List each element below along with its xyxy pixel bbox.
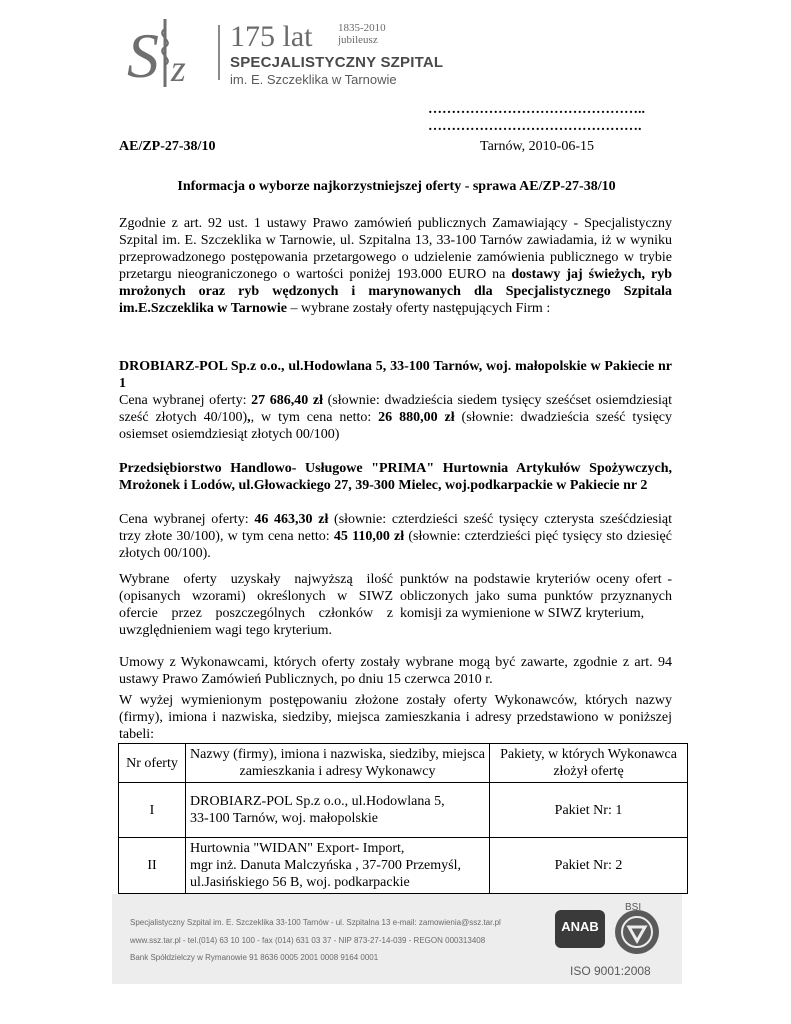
winner-1-price: Cena wybranej oferty: 27 686,40 zł (słownie: dwadzieścia siedem tysięcy sześćset osiemdziesiąt sześć złotych 40/100),, w tym cena netto: 26 880,00 zł (słownie: dwadzieścia sześć tysięcy osiemset osiemdziesiąt złotych 00/100) (119, 393, 672, 442)
svg-text:S: S (127, 20, 159, 90)
addressee-line-1: ……………………………………….. (428, 102, 645, 117)
offer-number: I (119, 783, 186, 838)
document-title: Informacja o wyborze najkorzystniejszej oferty - sprawa AE/ZP-27-38/10 (177, 179, 616, 194)
contracts-paragraph: Umowy z Wykonawcami, których oferty zostały wybrane mogą być zawarte, zgodnie z art. 94 ustawy Prawo Zamówień Publicznych, po dniu 15 czerwca 2010 r. (119, 655, 672, 687)
winner-2-heading: Przedsiębiorstwo Handlowo- Usługowe "PRIMA" Hurtownia Artykułów Spożywczych, Mrożonek i Lodów, ul.Głowackiego 27, 39-300 Mielec, woj.podkarpackie w Pakiecie nr 2 (119, 461, 672, 493)
package-cell: Pakiet Nr: 2 (490, 838, 688, 894)
header-divider (218, 25, 220, 80)
criteria-right-column: punktów na podstawie kryteriów oceny ofert - obliczonych jako suma punktów przyznanych komisji za wymienione w SIWZ kryterium, (400, 572, 672, 621)
criteria-left-column: Wybrane oferty uzyskały najwyższą ilość (opisanych wzorami) określonych w SIWZ ofercie przez poszczególnych członków z uwzględnieniem wagi tego kryterium. (119, 572, 393, 638)
case-reference: AE/ZP-27-38/10 (119, 139, 216, 154)
addressee-line-2: ………………………………………. (428, 119, 642, 134)
hospital-logo (125, 15, 215, 90)
document-date: Tarnów, 2010-06-15 (480, 139, 594, 154)
svg-text:z: z (171, 48, 186, 90)
header-packages: Pakiety, w których Wykonawca złożył ofertę (490, 744, 688, 783)
anab-logo: ANAB (555, 910, 605, 948)
header-contractor: Nazwy (firmy), imiona i nazwiska, siedziby, miejsca zamieszkania i adresy Wykonawcy (186, 744, 490, 783)
table-row (119, 838, 688, 894)
winner-2-price: Cena wybranej oferty: 46 463,30 zł (słownie: czterdzieści sześć tysięcy czterysta sześćdziesiąt trzy złote 30/100), w tym cena netto: 45 110,00 zł (słownie: czterdzieści pięć tysięcy sto dziesięć złotych 00/100). (119, 512, 672, 561)
hospital-name: SPECJALISTYCZNY SZPITAL (230, 54, 444, 71)
bsi-label: BSI (625, 902, 642, 913)
anniversary-label: 175 lat (230, 20, 313, 53)
package-cell: Pakiet Nr: 1 (490, 783, 688, 838)
footer-bank: Bank Spółdzielczy w Rymanowie 91 8636 0005 2001 0008 9164 0001 (130, 953, 379, 962)
contractor-details: Hurtownia "WIDAN" Export- Import, mgr inż. Danuta Malczyńska , 37-700 Przemyśl, ul.Jasińskiego 56 B, woj. podkarpackie (186, 838, 490, 894)
offer-number: II (119, 838, 186, 894)
header-offer-number: Nr oferty (119, 744, 186, 783)
hospital-subtitle: im. E. Szczeklika w Tarnowie (230, 72, 397, 87)
iso-label: ISO 9001:2008 (570, 964, 651, 978)
offers-table (118, 743, 688, 894)
contractor-details: DROBIARZ-POL Sp.z o.o., ul.Hodowlana 5, 33-100 Tarnów, woj. małopolskie (186, 783, 490, 838)
footer-contact: www.ssz.tar.pl - tel.(014) 63 10 100 - fax (014) 631 03 37 - NIP 873-27-14-039 - REGON 000313408 (130, 936, 486, 945)
intro-paragraph: Zgodnie z art. 92 ust. 1 ustawy Prawo zamówień publicznych Zamawiający - Specjalistyczny Szpital im. E. Szczeklika w Tarnowie, ul. Szpitalna 13, 33-100 Tarnów zawiadamia, iż w wyniku przeprowadzonego postępowania przetargowego o udzielenie zamówienia publicznego w trybie przetargu nieograniczonego o wartości poniżej 193.000 EURO na dostawy jaj świeżych, ryb mrożonych oraz ryb wędzonych i marynowanych dla Specjalistycznego Szpitala im.E.Szczeklika w Tarnowie – wybrane zostały oferty następujących Firm : (119, 216, 672, 316)
offers-intro: W wyżej wymienionym postępowaniu złożone zostały oferty Wykonawców, których nazwy (firmy), imiona i nazwiska, siedziby, miejsca zamieszkania i adresy przedstawiono w poniższej tabeli: (119, 693, 672, 742)
footer-address: Specjalistyczny Szpital im. E. Szczeklika 33-100 Tarnów - ul. Szpitalna 13 e-mail: zamowienia@ssz.tar.pl (130, 918, 501, 927)
anniversary-years: 1835-2010 jubileusz (338, 22, 386, 46)
table-row (119, 783, 688, 838)
table-header-row (119, 744, 688, 783)
winner-1-heading: DROBIARZ-POL Sp.z o.o., ul.Hodowlana 5, 33-100 Tarnów, woj. małopolskie w Pakiecie nr 1 (119, 359, 672, 391)
